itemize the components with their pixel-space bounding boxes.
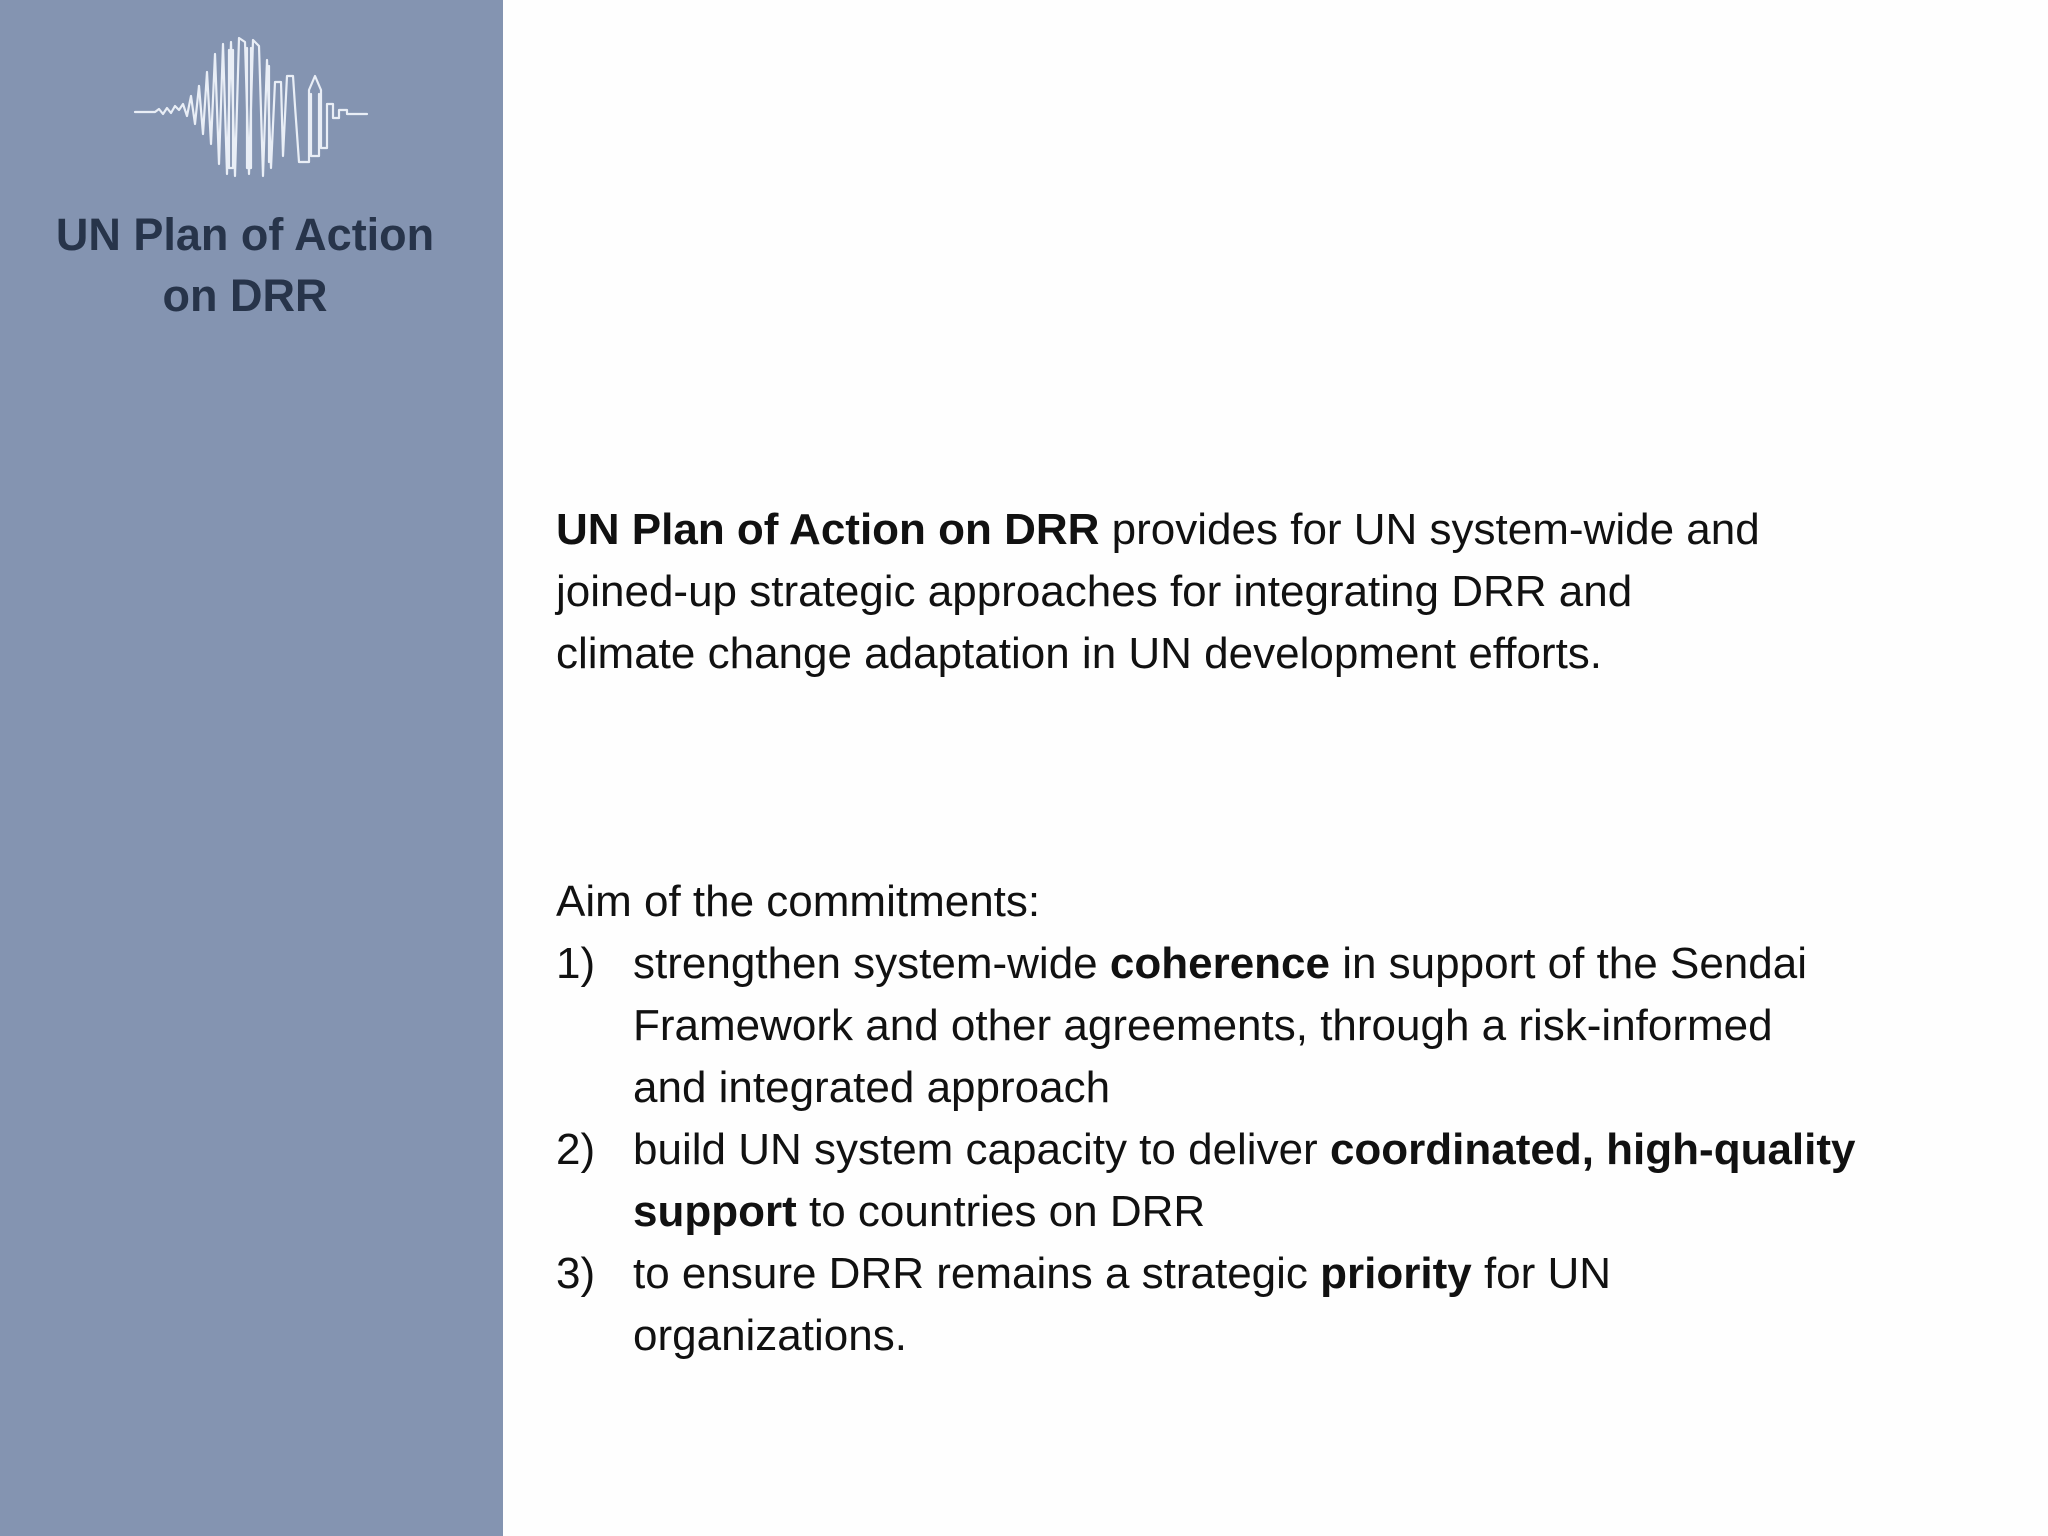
aim-heading: Aim of the commitments: xyxy=(556,877,1041,926)
aim-item-2-line-1 xyxy=(633,1119,1996,1181)
aim-item-3-bold: priority xyxy=(1320,1249,1472,1298)
intro-line-3: climate change adaptation in UN development efforts. xyxy=(556,629,1603,678)
aim-section xyxy=(556,871,1996,1367)
intro-paragraph xyxy=(556,499,1956,685)
aim-item-number: 1) xyxy=(556,939,596,988)
aim-item-1-bold: coherence xyxy=(1109,939,1330,988)
aim-item-1-line-2: Framework and other agreements, through a risk-informed xyxy=(633,1001,1773,1050)
aim-item-2-text-c: to countries on DRR xyxy=(796,1187,1206,1236)
aim-item-3-text-c: for UN xyxy=(1471,1249,1612,1298)
aim-item-2-bold-2: support xyxy=(633,1187,797,1236)
city-seismograph-logo-icon xyxy=(133,36,369,188)
sidebar-title-line1: UN Plan of Action xyxy=(55,209,435,260)
intro-bold-title: UN Plan of Action on DRR xyxy=(556,505,1100,554)
aim-item-3-line-1 xyxy=(633,1243,1996,1305)
aim-item-2-text-a: build UN system capacity to deliver xyxy=(633,1125,1330,1174)
aim-item-3-line-2: organizations. xyxy=(633,1311,907,1360)
sidebar-title xyxy=(0,204,490,326)
sidebar-panel xyxy=(0,0,503,1536)
aim-item-1-line-3: and integrated approach xyxy=(633,1063,1111,1112)
aim-list-item xyxy=(556,1119,1996,1243)
aim-item-2-line-2 xyxy=(633,1181,1996,1243)
aim-list-item xyxy=(556,933,1996,1119)
aim-list-item xyxy=(556,1243,1996,1367)
intro-line-1 xyxy=(556,499,1956,561)
aim-item-number: 2) xyxy=(556,1125,596,1174)
aim-item-2-bold: coordinated, high-quality xyxy=(1329,1125,1856,1174)
aim-item-1-text-c: in support of the Sendai xyxy=(1329,939,1807,988)
aim-item-3-text-a: to ensure DRR remains a strategic xyxy=(633,1249,1321,1298)
intro-line-2: joined-up strategic approaches for integrating DRR and xyxy=(556,567,1633,616)
aim-item-1-text-a: strengthen system-wide xyxy=(633,939,1110,988)
aim-item-number: 3) xyxy=(556,1249,596,1298)
sidebar-title-line2: on DRR xyxy=(162,270,328,321)
intro-line-1-rest: provides for UN system-wide and xyxy=(1099,505,1760,554)
main-content xyxy=(556,0,1996,1536)
aim-item-1-line-1 xyxy=(633,933,1996,995)
